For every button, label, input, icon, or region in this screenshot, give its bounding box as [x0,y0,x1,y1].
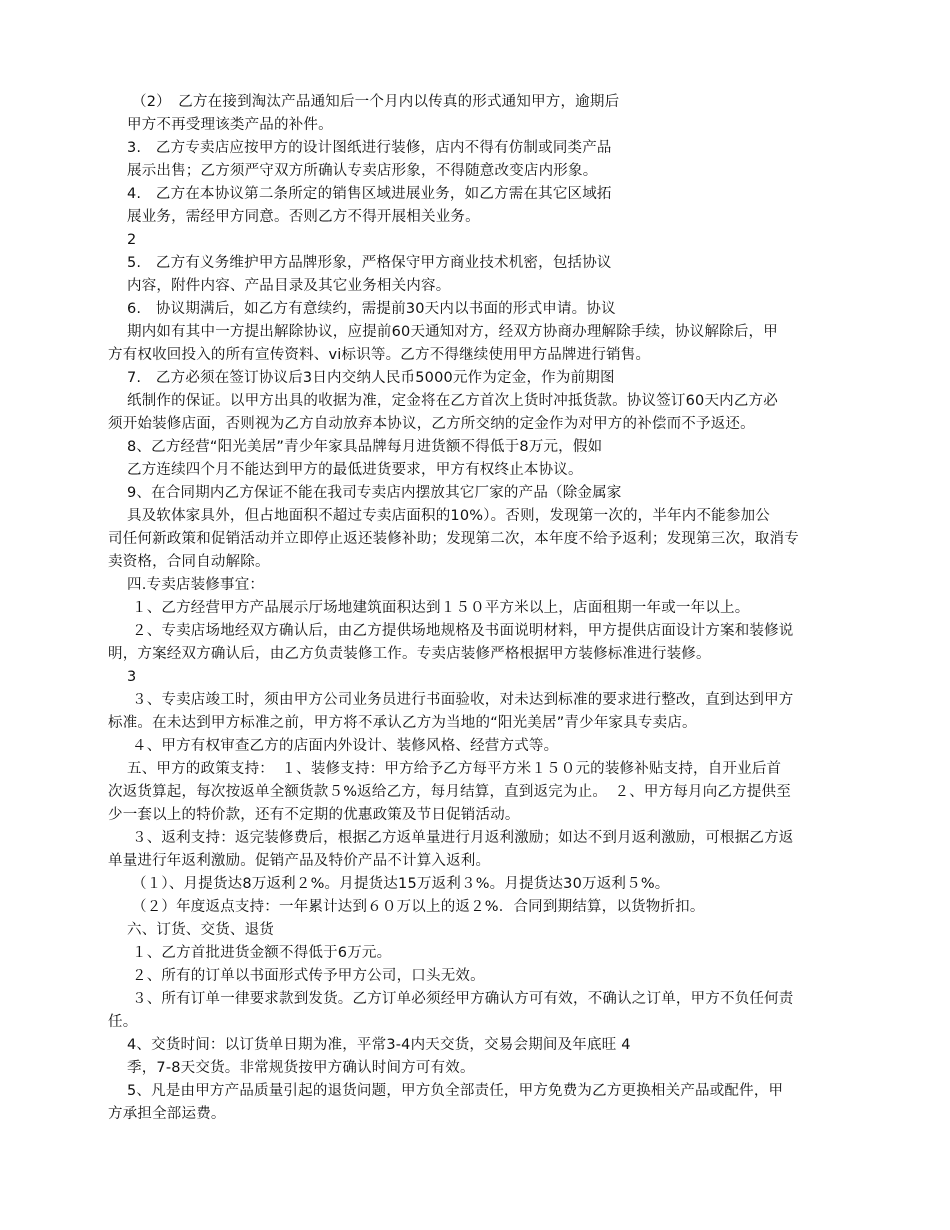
paragraph-line: 3. 乙方专卖店应按甲方的设计图纸进行装修，店内不得有仿制或同类产品 [127,140,612,156]
page-number: 3 [127,669,137,685]
paragraph-line: 展示出售；乙方须严守双方所确认专卖店形象，不得随意改变店内形象。 [127,163,598,179]
paragraph-line: 具及软体家具外，但占地面积不超过专卖店面积的10%）。否则，发现第一次的，半年内不能参加公 [127,508,770,524]
paragraph-line: 内容，附件内容、产品目录及其它业务相关内容。 [127,278,451,294]
paragraph-line: 期内如有其中一方提出解除协议，应提前60天通知对方，经双方协商办理解除手续，协议解除后，甲 [127,324,778,340]
paragraph-line: （２）年度返点支持：一年累计达到６０万以上的返２%．合同到期结算，以货物折扣。 [132,899,705,915]
paragraph-line: 4. 乙方在本协议第二条所定的销售区域进展业务，如乙方需在其它区域拓 [127,186,612,202]
paragraph-line: 司任何新政策和促销活动并立即停止返还装修补助；发现第二次，本年度不给予返利；发现第三次，取消专 [108,531,799,547]
paragraph-line: 次返货算起，每次按返单全额货款５%返给乙方，每月结算，直到返完为止。 ２、甲方每月向乙方提供至 [108,784,791,800]
paragraph-line: 纸制作的保证。以甲方出具的收据为准，定金将在乙方首次上货时冲抵货款。协议签订60天内乙方必 [127,393,778,409]
paragraph-line: 须开始装修店面，否则视为乙方自动放弃本协议，乙方所交纳的定金作为对甲方的补偿而不予返还。 [108,416,755,432]
paragraph-line: 卖资格，合同自动解除。 [108,554,270,570]
paragraph-line: 4、交货时间：以订货单日期为准，平常3-4内天交货，交易会期间及年底旺 4 [127,1037,631,1053]
paragraph-line: ３、专卖店竣工时，须由甲方公司业务员进行书面验收，对未达到标准的要求进行整改，直到达到甲方 [132,692,794,708]
paragraph-line: 6. 协议期满后，如乙方有意续约，需提前30天内以书面的形式申请。协议 [127,301,616,317]
paragraph-line: 7. 乙方必须在签订协议后3日内交纳人民币5000元作为定金，作为前期图 [127,370,615,386]
paragraph-line: 乙方连续四个月不能达到甲方的最低进货要求，甲方有权终止本协议。 [127,462,583,478]
paragraph-line: １、乙方经营甲方产品展示厅场地建筑面积达到１５０平方米以上，店面租期一年或一年以上。 [132,600,750,616]
section-heading: 六、订货、交货、退货 [127,922,274,938]
paragraph-line: 标准。在未达到甲方标准之前，甲方将不承认乙方为当地的“阳光美居”青少年家具专卖店。 [108,715,697,731]
paragraph-line: 季，7-8天交货。非常规货按甲方确认时间方可有效。 [127,1060,475,1076]
paragraph-line: （１）、月提货达8万返利２%。月提货达15万返利３%。月提货达30万返利５%。 [132,876,670,892]
paragraph-line: 展业务，需经甲方同意。否则乙方不得开展相关业务。 [127,209,480,225]
page-number: 2 [127,232,137,248]
paragraph-line: 方承担全部运费。 [108,1106,226,1122]
paragraph-line: 甲方不再受理该类产品的补件。 [127,117,333,133]
paragraph-line: 方有权收回投入的所有宣传资料、vi标识等。乙方不得继续使用甲方品牌进行销售。 [108,347,651,363]
paragraph-line: １、乙方首批进货金额不得低于6万元。 [132,945,392,961]
paragraph-line: ２、专卖店场地经双方确认后，由乙方提供场地规格及书面说明材料，甲方提供店面设计方案和装修说 [132,623,794,639]
paragraph-line: ２、所有的订单以书面形式传予甲方公司，口头无效。 [132,968,485,984]
paragraph-line: 明，方案经双方确认后，由乙方负责装修工作。专卖店装修严格根据甲方装修标准进行装修。 [108,646,711,662]
paragraph-line: 少一套以上的特价款，还有不定期的优惠政策及节日促销活动。 [108,807,520,823]
paragraph-line: 任。 [108,1014,138,1030]
paragraph-line: 9、在合同期内乙方保证不能在我司专卖店内摆放其它厂家的产品（除金属家 [127,485,622,501]
paragraph-line: （2） 乙方在接到淘汰产品通知后一个月内以传真的形式通知甲方，逾期后 [132,94,620,110]
paragraph-line: 单量进行年返利激励。促销产品及特价产品不计算入返利。 [108,853,491,869]
paragraph-line: 8、乙方经营“阳光美居”青少年家具品牌每月进货额不得低于8万元，假如 [127,439,603,455]
paragraph-line: 5. 乙方有义务维护甲方品牌形象，严格保守甲方商业技术机密，包括协议 [127,255,612,271]
paragraph-line: ３、返利支持：返完装修费后，根据乙方返单量进行月返利激励；如达不到月返利激励，可根据乙方返 [132,830,794,846]
paragraph-line: ４、甲方有权审查乙方的店面内外设计、装修风格、经营方式等。 [132,738,559,754]
paragraph-line: ３、所有订单一律要求款到发货。乙方订单必须经甲方确认方可有效，不确认之订单，甲方不负任何责 [132,991,794,1007]
section-heading: 四.专卖店装修事宜： [127,577,265,593]
section-heading: 五、甲方的政策支持： １、装修支持：甲方给予乙方每平方米１５０元的装修补贴支持，自开业后首 [127,761,782,777]
paragraph-line: 5、凡是由甲方产品质量引起的退货问题，甲方负全部责任，甲方免费为乙方更换相关产品或配件，甲 [127,1083,784,1099]
